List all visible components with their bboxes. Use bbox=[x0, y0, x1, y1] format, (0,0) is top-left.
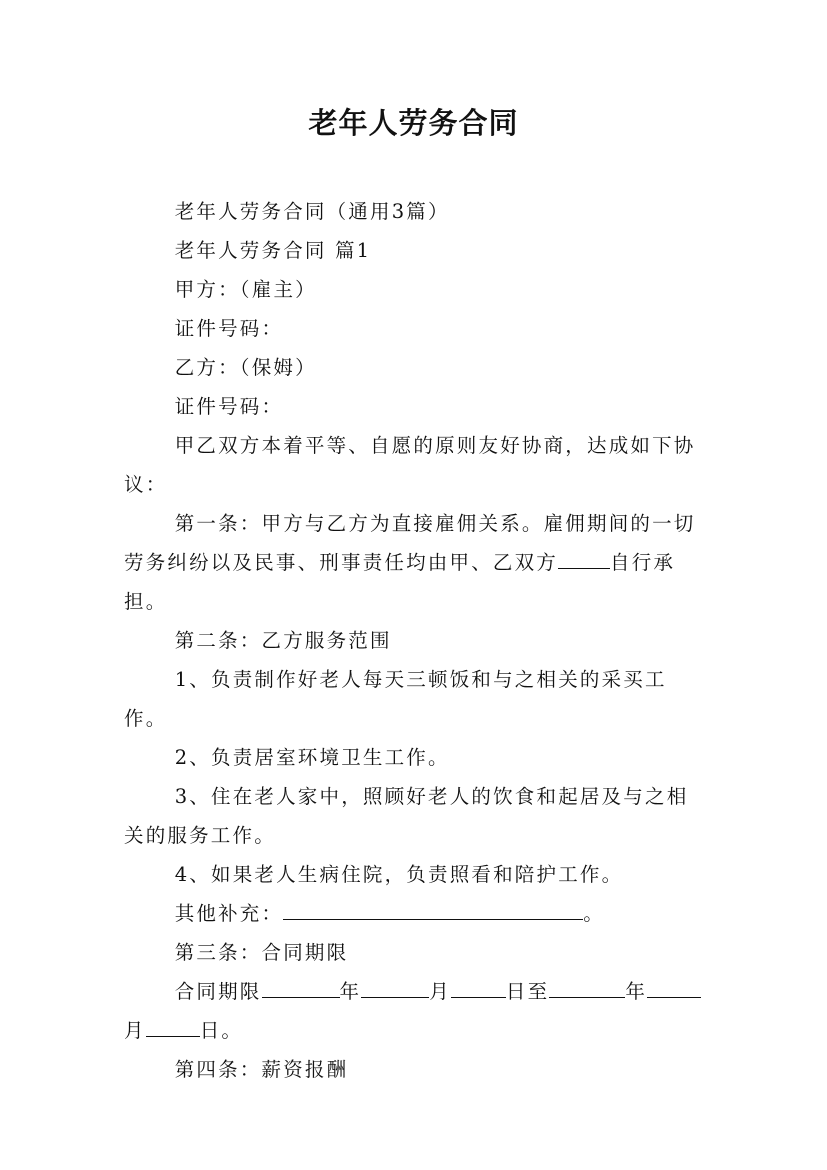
document-title: 老年人劳务合同 bbox=[308, 106, 519, 140]
other-end: 。 bbox=[583, 902, 605, 925]
blank-line bbox=[647, 977, 701, 998]
other-label: 其他补充： bbox=[174, 902, 284, 925]
term-prefix: 合同期限 bbox=[174, 980, 262, 1003]
paragraph-term bbox=[124, 972, 706, 1050]
paragraph-item-3: 3、住在老人家中，照顾好老人的饮食和起居及与之相关的服务工作。 bbox=[124, 785, 689, 847]
paragraph-article-1 bbox=[124, 504, 706, 621]
paragraph-item-4: 4、如果老人生病住院，负责照看和陪护工作。 bbox=[174, 863, 624, 886]
paragraph-article-4: 第四条：薪资报酬 bbox=[174, 1058, 349, 1081]
paragraph-item-1: 1、负责制作好老人每天三顿饭和与之相关的采买工作。 bbox=[124, 668, 667, 730]
paragraph-article-2: 第二条：乙方服务范围 bbox=[174, 629, 392, 652]
paragraph-heading: 老年人劳务合同（通用3篇） bbox=[174, 200, 450, 223]
paragraph-party-a: 甲方：（雇主） bbox=[174, 278, 317, 301]
paragraph-item-2: 2、负责居室环境卫生工作。 bbox=[174, 746, 450, 769]
blank-line bbox=[283, 899, 583, 920]
blank-line bbox=[262, 977, 340, 998]
blank-line bbox=[361, 977, 429, 998]
term-year-2: 年 bbox=[625, 980, 648, 1003]
document-body bbox=[124, 192, 706, 1089]
blank-line bbox=[558, 548, 610, 569]
term-day-2: 日。 bbox=[199, 1019, 244, 1042]
paragraph-section-title: 老年人劳务合同 篇1 bbox=[174, 239, 372, 262]
paragraph-other bbox=[124, 894, 706, 933]
paragraph-article-3: 第三条：合同期限 bbox=[174, 941, 349, 964]
term-day-1: 日至 bbox=[505, 980, 550, 1003]
article-1-text-end: 自行承担。 bbox=[124, 551, 676, 613]
article-1-text: 第一条：甲方与乙方为直接雇佣关系。雇佣期间的一切劳务纠纷以及民事、刑事责任均由甲、乙双方 bbox=[124, 512, 696, 574]
term-year-1: 年 bbox=[339, 980, 362, 1003]
blank-line bbox=[451, 977, 506, 998]
paragraph-agreement: 甲乙双方本着平等、自愿的原则友好协商，达成如下协议： bbox=[124, 434, 696, 496]
blank-line bbox=[146, 1016, 200, 1037]
paragraph-id-number-b: 证件号码： bbox=[174, 395, 284, 418]
term-month-1: 月 bbox=[429, 980, 451, 1003]
term-month-2: 月 bbox=[124, 1019, 146, 1042]
paragraph-party-b: 乙方：（保姆） bbox=[174, 356, 317, 379]
paragraph-id-number-a: 证件号码： bbox=[174, 317, 284, 340]
blank-line bbox=[549, 977, 625, 998]
